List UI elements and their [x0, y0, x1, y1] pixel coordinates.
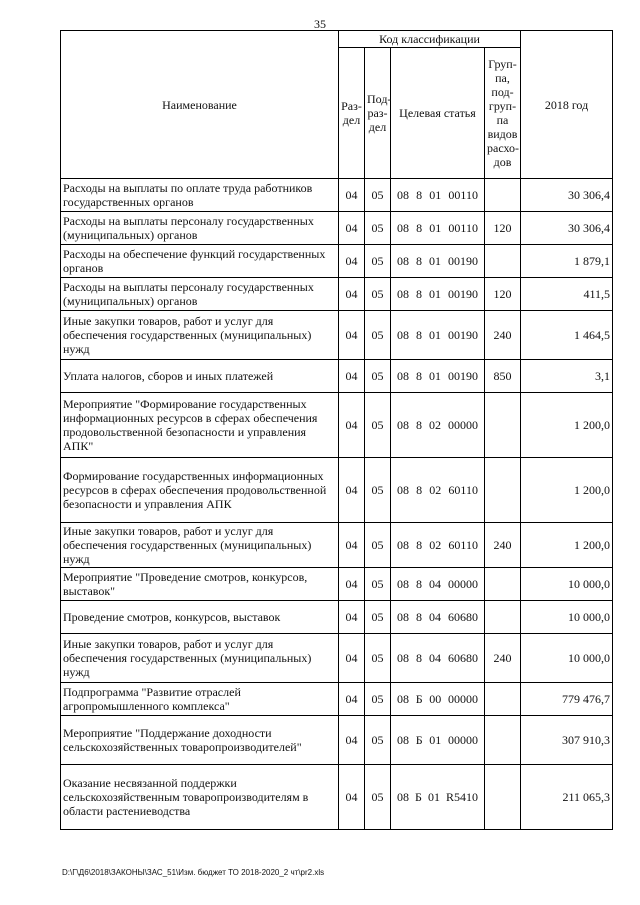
target-part: Б [415, 733, 423, 747]
row-name: Оказание несвязанной поддержки сельскохозяйственным товаропроизводителям в области растениеводства [61, 765, 339, 830]
row-podrazdel: 05 [365, 311, 391, 360]
row-group: 240 [485, 311, 521, 360]
row-name: Мероприятие "Формирование государственных информационных ресурсов в сферах обеспечения продовольственной безопасности и управления АПК" [61, 393, 339, 458]
table-row [61, 360, 613, 393]
target-part: 8 [416, 538, 423, 552]
row-value: 1 200,0 [521, 523, 613, 568]
row-group [485, 601, 521, 634]
row-value: 30 306,4 [521, 212, 613, 245]
target-part: 60110 [448, 483, 478, 497]
row-group [485, 683, 521, 716]
target-part: 00190 [448, 369, 478, 383]
target-part: 8 [416, 610, 422, 624]
table-row [61, 765, 613, 830]
row-razdel: 04 [339, 278, 365, 311]
target-part: 00 [429, 692, 442, 706]
header-name: Наименование [61, 31, 339, 179]
row-razdel: 04 [339, 523, 365, 568]
row-podrazdel: 05 [365, 458, 391, 523]
row-target [391, 523, 485, 568]
row-name: Расходы на выплаты по оплате труда работников государственных органов [61, 179, 339, 212]
row-podrazdel: 05 [365, 245, 391, 278]
target-part: 01 [429, 287, 441, 301]
target-part: 08 [397, 328, 409, 342]
row-name: Проведение смотров, конкурсов, выставок [61, 601, 339, 634]
row-group [485, 245, 521, 278]
target-part: R5410 [445, 790, 478, 804]
row-value: 411,5 [521, 278, 613, 311]
target-part: 00190 [448, 328, 478, 342]
row-name: Иные закупки товаров, работ и услуг для обеспечения государственных (муниципальных) нужд [61, 523, 339, 568]
row-podrazdel: 05 [365, 634, 391, 683]
row-group: 240 [485, 523, 521, 568]
target-part: Б [415, 692, 423, 706]
header-code-group: Код классификации [339, 31, 521, 48]
target-part: 8 [416, 221, 423, 235]
target-part: 08 [397, 692, 409, 706]
row-podrazdel: 05 [365, 716, 391, 765]
table-row [61, 179, 613, 212]
row-target [391, 179, 485, 212]
target-part: 01 [429, 369, 441, 383]
row-razdel: 04 [339, 311, 365, 360]
target-part: 00000 [448, 418, 478, 432]
row-value: 3,1 [521, 360, 613, 393]
target-part: 8 [416, 483, 423, 497]
page-number: 35 [314, 17, 326, 31]
row-target [391, 634, 485, 683]
table-row [61, 634, 613, 683]
row-target [391, 683, 485, 716]
row-target [391, 393, 485, 458]
target-part: 00110 [448, 188, 478, 202]
budget-table [60, 30, 613, 830]
table-row [61, 568, 613, 601]
table-row [61, 212, 613, 245]
target-part: 02 [429, 483, 442, 497]
row-name: Расходы на выплаты персоналу государственных (муниципальных) органов [61, 278, 339, 311]
row-target [391, 458, 485, 523]
table-row [61, 458, 613, 523]
table-row [61, 393, 613, 458]
header-podrazdel: Под-раз-дел [365, 48, 391, 179]
row-value: 1 464,5 [521, 311, 613, 360]
row-value: 211 065,3 [521, 765, 613, 830]
target-part: 60680 [448, 610, 478, 624]
target-part: 04 [429, 651, 441, 665]
target-part: 08 [397, 287, 409, 301]
table-row [61, 716, 613, 765]
target-part: 8 [416, 188, 423, 202]
header-group: Груп-па, под-груп-па видов расхо-дов [485, 48, 521, 179]
row-value: 10 000,0 [521, 601, 613, 634]
row-target [391, 311, 485, 360]
row-group: 240 [485, 634, 521, 683]
target-part: 8 [416, 328, 422, 342]
row-value: 1 200,0 [521, 393, 613, 458]
target-part: 00000 [448, 692, 478, 706]
target-part: 00110 [448, 221, 478, 235]
target-part: 08 [397, 577, 409, 591]
row-group: 120 [485, 278, 521, 311]
row-podrazdel: 05 [365, 765, 391, 830]
target-part: 00190 [448, 254, 478, 268]
target-part: 04 [429, 610, 441, 624]
row-razdel: 04 [339, 568, 365, 601]
table-row [61, 601, 613, 634]
target-part: 08 [397, 790, 409, 804]
row-group [485, 458, 521, 523]
table-row [61, 311, 613, 360]
row-group [485, 765, 521, 830]
target-part: 08 [397, 369, 409, 383]
target-part: 08 [397, 188, 409, 202]
row-podrazdel: 05 [365, 360, 391, 393]
row-name: Подпрограмма "Развитие отраслей агропромышленного комплекса" [61, 683, 339, 716]
row-target [391, 716, 485, 765]
row-name: Расходы на обеспечение функций государственных органов [61, 245, 339, 278]
target-part: 08 [397, 418, 409, 432]
target-part: Б [415, 790, 422, 804]
row-value: 307 910,3 [521, 716, 613, 765]
row-value: 1 200,0 [521, 458, 613, 523]
table-row [61, 278, 613, 311]
row-name: Мероприятие "Проведение смотров, конкурсов, выставок" [61, 568, 339, 601]
row-value: 10 000,0 [521, 634, 613, 683]
table-row [61, 683, 613, 716]
target-part: 08 [397, 733, 409, 747]
row-podrazdel: 05 [365, 212, 391, 245]
row-target [391, 601, 485, 634]
table-row [61, 245, 613, 278]
row-razdel: 04 [339, 765, 365, 830]
row-group: 850 [485, 360, 521, 393]
target-part: 01 [429, 254, 441, 268]
row-podrazdel: 05 [365, 393, 391, 458]
row-razdel: 04 [339, 601, 365, 634]
row-razdel: 04 [339, 458, 365, 523]
row-name: Мероприятие "Поддержание доходности сельскохозяйственных товаропроизводителей" [61, 716, 339, 765]
target-part: 01 [429, 733, 442, 747]
row-razdel: 04 [339, 212, 365, 245]
row-podrazdel: 05 [365, 179, 391, 212]
target-part: 8 [416, 577, 422, 591]
file-path-footer: D:\Г\Д6\2018\ЗАКОНЫ\ЗАС_51\Изм. бюджет ТО 2018-2020_2 чт\pr2.xls [62, 868, 325, 877]
target-part: 8 [416, 369, 422, 383]
row-name: Иные закупки товаров, работ и услуг для обеспечения государственных (муниципальных) нужд [61, 311, 339, 360]
row-name: Иные закупки товаров, работ и услуг для обеспечения государственных (муниципальных) нужд [61, 634, 339, 683]
target-part: 02 [429, 538, 442, 552]
target-part: 08 [397, 254, 409, 268]
row-target [391, 360, 485, 393]
target-part: 60110 [448, 538, 478, 552]
row-podrazdel: 05 [365, 278, 391, 311]
target-part: 8 [416, 418, 422, 432]
row-razdel: 04 [339, 634, 365, 683]
target-part: 8 [416, 287, 422, 301]
target-part: 01 [427, 790, 440, 804]
target-part: 8 [416, 651, 422, 665]
row-razdel: 04 [339, 245, 365, 278]
target-part: 01 [429, 188, 442, 202]
row-target [391, 212, 485, 245]
row-value: 1 879,1 [521, 245, 613, 278]
row-razdel: 04 [339, 683, 365, 716]
row-name: Расходы на выплаты персоналу государственных (муниципальных) органов [61, 212, 339, 245]
row-group [485, 716, 521, 765]
target-part: 00000 [448, 733, 478, 747]
target-part: 01 [429, 328, 441, 342]
header-year: 2018 год [521, 31, 613, 179]
target-part: 00190 [448, 287, 478, 301]
target-part: 02 [429, 418, 441, 432]
target-part: 08 [397, 610, 409, 624]
row-group [485, 179, 521, 212]
row-razdel: 04 [339, 716, 365, 765]
row-target [391, 765, 485, 830]
target-part: 08 [397, 651, 409, 665]
target-part: 08 [397, 221, 409, 235]
row-group [485, 568, 521, 601]
row-razdel: 04 [339, 393, 365, 458]
row-podrazdel: 05 [365, 568, 391, 601]
row-podrazdel: 05 [365, 683, 391, 716]
target-part: 04 [429, 577, 441, 591]
row-razdel: 04 [339, 179, 365, 212]
row-podrazdel: 05 [365, 523, 391, 568]
row-razdel: 04 [339, 360, 365, 393]
row-name: Формирование государственных информационных ресурсов в сферах обеспечения продовольственной безопасности и управления АПК [61, 458, 339, 523]
table-row [61, 523, 613, 568]
row-target [391, 245, 485, 278]
row-group: 120 [485, 212, 521, 245]
row-value: 10 000,0 [521, 568, 613, 601]
header-target: Целевая статья [391, 48, 485, 179]
row-group [485, 393, 521, 458]
row-podrazdel: 05 [365, 601, 391, 634]
target-part: 8 [416, 254, 422, 268]
target-part: 08 [397, 483, 409, 497]
header-razdel: Раз-дел [339, 48, 365, 179]
row-value: 30 306,4 [521, 179, 613, 212]
target-part: 00000 [448, 577, 478, 591]
row-target [391, 568, 485, 601]
row-value: 779 476,7 [521, 683, 613, 716]
target-part: 08 [397, 538, 409, 552]
target-part: 60680 [448, 651, 478, 665]
row-target [391, 278, 485, 311]
row-name: Уплата налогов, сборов и иных платежей [61, 360, 339, 393]
target-part: 01 [429, 221, 442, 235]
